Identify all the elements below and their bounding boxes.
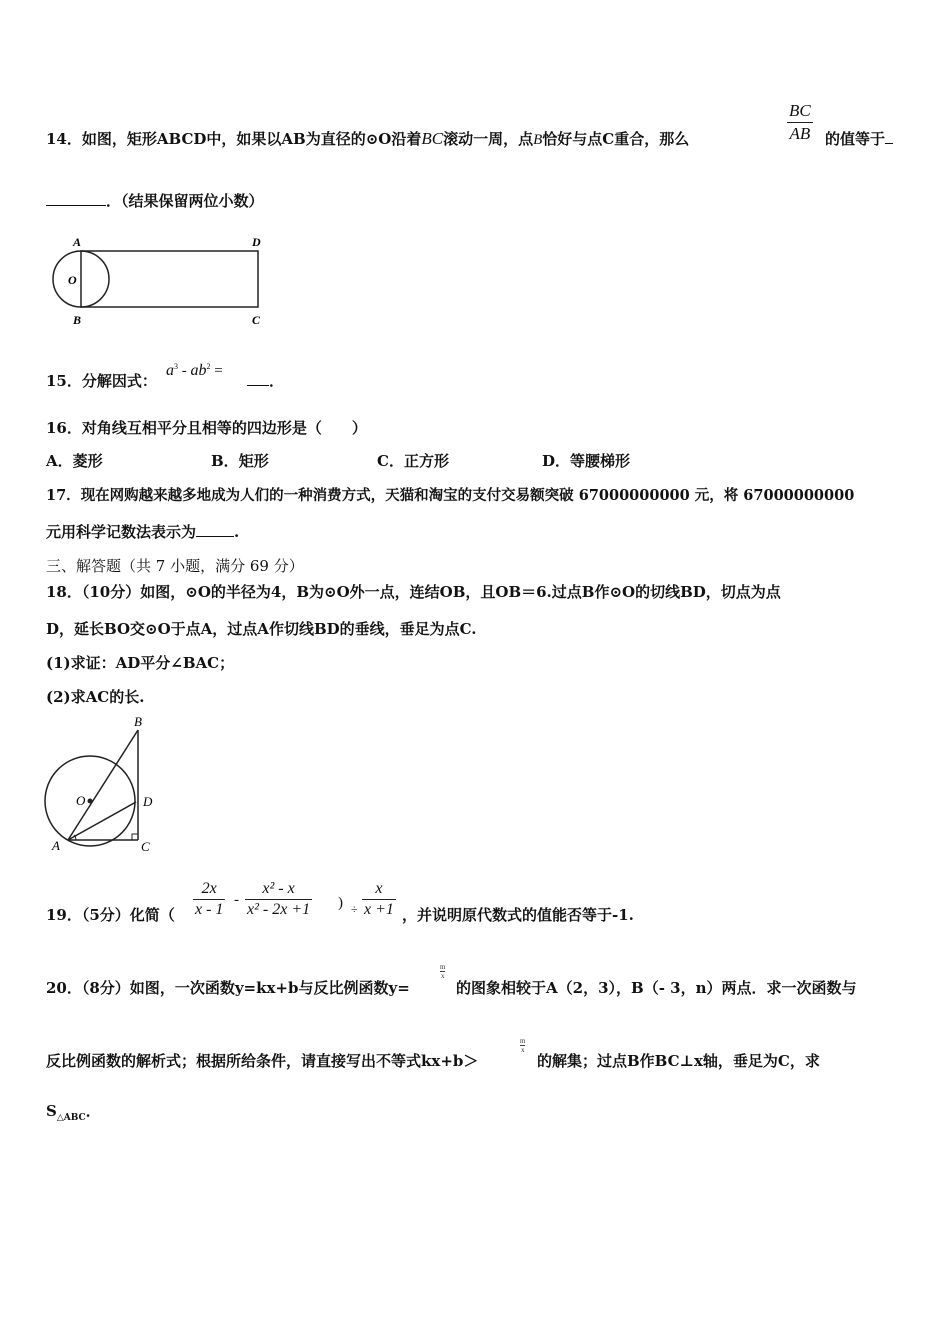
q20-s-main: S bbox=[46, 1102, 57, 1120]
q20-s-tail: ． bbox=[85, 1102, 101, 1120]
q16-option-a bbox=[46, 450, 103, 471]
q16-option-d-key: D． bbox=[542, 452, 571, 470]
q16-text: 对角线互相平分且相等的四边形是（ ） bbox=[81, 419, 367, 437]
q19-f2-bar bbox=[245, 899, 312, 900]
q15-math-ab: ab bbox=[190, 362, 207, 379]
q18-label-a: A bbox=[52, 838, 60, 853]
q15-exp3: 3 bbox=[174, 362, 178, 371]
q14-text-d: 的值等于 bbox=[825, 130, 886, 148]
q14-label-d: D bbox=[252, 235, 261, 249]
q14-math-bc: BC bbox=[421, 129, 444, 148]
q14-frac-numerator: BC bbox=[789, 101, 811, 120]
q20-f2-den: x bbox=[520, 1046, 525, 1054]
q16-option-c-key: C． bbox=[377, 452, 404, 470]
q16-option-b-key: B． bbox=[211, 452, 239, 470]
q16-option-a-label: 菱形 bbox=[72, 452, 103, 470]
q14-fraction bbox=[787, 101, 813, 144]
q14-text-b: 滚动一周，点 bbox=[443, 130, 534, 148]
q20-s-sub: △ABC bbox=[56, 1113, 86, 1123]
q14-rectangle bbox=[81, 251, 258, 307]
q18-center-dot bbox=[88, 799, 93, 804]
q20-line3 bbox=[46, 1100, 101, 1123]
q18-right-angle bbox=[132, 834, 138, 840]
q18-part1 bbox=[46, 652, 234, 673]
q14-number: 14． bbox=[46, 130, 82, 148]
q15-exp2: 2 bbox=[206, 362, 211, 371]
q15-math-a: a bbox=[166, 362, 174, 379]
q19-f2-numerator: x² - x bbox=[262, 880, 295, 897]
q19-f2-denominator: x² - 2x +1 bbox=[247, 901, 311, 918]
q19-minus: - bbox=[234, 892, 239, 908]
q14-line2 bbox=[46, 190, 264, 211]
q14-frac-denominator: AB bbox=[789, 124, 811, 143]
q19-text-a: （5分）化简（ bbox=[81, 906, 175, 924]
q17-text-a: 现在网购越来越多地成为人们的一种消费方式，天猫和淘宝的支付交易额突破 67000000000 元，将 67000000000 bbox=[80, 487, 855, 504]
q19-f1-numerator: 2x bbox=[201, 880, 217, 897]
q18-part1-text: (1)求证：AD平分∠BAC； bbox=[46, 654, 235, 672]
q16-option-d bbox=[542, 450, 630, 471]
q20-fraction-1 bbox=[440, 963, 445, 980]
q14-frac-bar bbox=[787, 122, 813, 123]
q20-text-a: （8分）如图，一次函数y=kx+b与反比例函数y= bbox=[81, 979, 410, 997]
q17-line1 bbox=[46, 484, 854, 505]
q20-text-c: 反比例函数的解析式；根据所给条件，请直接写出不等式kx+b＞ bbox=[46, 1052, 479, 1070]
q15-line bbox=[46, 370, 157, 391]
q14-text-d-wrap bbox=[825, 128, 893, 149]
q19-tail-line bbox=[402, 904, 634, 925]
q19-f3-bar bbox=[362, 899, 396, 900]
q15-answer-blank bbox=[247, 385, 269, 386]
q14-figure bbox=[46, 232, 286, 332]
q15-expression bbox=[166, 361, 223, 380]
q17-tail: . bbox=[234, 523, 240, 541]
q19-text-b: ，并说明原代数式的值能否等于-1. bbox=[402, 906, 634, 924]
q18-label-b: B bbox=[134, 714, 142, 729]
q18-line1 bbox=[46, 581, 781, 602]
q20-line1-tail bbox=[456, 977, 856, 998]
q19-fraction-1 bbox=[193, 880, 225, 919]
q18-line-ab bbox=[68, 730, 138, 840]
q16-option-d-label: 等腰梯形 bbox=[570, 452, 631, 470]
q20-fraction-2 bbox=[520, 1037, 525, 1054]
section3-title bbox=[46, 555, 304, 576]
q14-label-a: A bbox=[73, 235, 82, 249]
q20-text-d: 的解集；过点B作BC⊥x轴，垂足为C，求 bbox=[537, 1052, 820, 1070]
q15-text: 分解因式： bbox=[81, 372, 157, 390]
q20-line2-tail bbox=[537, 1050, 820, 1071]
q18-part2-text: (2)求AC的长. bbox=[46, 688, 145, 706]
q15-eq: = bbox=[210, 363, 223, 379]
q17-number: 17． bbox=[46, 487, 81, 504]
q15-tail: ． bbox=[269, 372, 285, 390]
q14-label-c: C bbox=[252, 313, 261, 327]
q16-number: 16． bbox=[46, 419, 82, 437]
q18-figure bbox=[40, 714, 170, 854]
q15-number: 15． bbox=[46, 372, 82, 390]
q20-f1-num: m bbox=[440, 963, 446, 971]
q16-option-b bbox=[211, 450, 269, 471]
q19-close-paren: ) bbox=[338, 895, 343, 911]
q19-divide: ÷ bbox=[351, 902, 358, 916]
q14-line1 bbox=[46, 128, 689, 149]
q20-line1 bbox=[46, 977, 410, 998]
q19-f1-denominator: x - 1 bbox=[195, 901, 224, 918]
q20-number: 20． bbox=[46, 979, 82, 997]
q16-option-b-label: 矩形 bbox=[238, 452, 269, 470]
section3-title-text: 三、解答题（共 7 小题，满分 69 分） bbox=[46, 557, 304, 575]
q14-answer-blank bbox=[46, 205, 106, 206]
q18-text-b: D，延长BO交⊙O于点A，过点A作切线BD的垂线，垂足为点C. bbox=[46, 620, 477, 638]
q20-f2-num: m bbox=[520, 1037, 526, 1045]
q14-text-c: 恰好与点C重合，那么 bbox=[542, 130, 690, 148]
q19-line bbox=[46, 904, 175, 925]
q16-option-c bbox=[377, 450, 449, 471]
q14-label-b: B bbox=[73, 313, 82, 327]
q20-f1-den: x bbox=[440, 972, 445, 980]
q15-answer bbox=[247, 370, 284, 391]
q14-label-o: O bbox=[68, 273, 77, 287]
q18-label-d: D bbox=[143, 794, 153, 809]
q18-number: 18． bbox=[46, 583, 82, 601]
q19-fraction-3 bbox=[362, 880, 396, 919]
q15-minus: - bbox=[178, 363, 191, 379]
q14-text-a: 如图，矩形ABCD中，如果以AB为直径的⊙O沿着 bbox=[81, 130, 422, 148]
q20-text-b: 的图象相较于A（2，3），B（- 3，n）两点．求一次函数与 bbox=[456, 979, 857, 997]
q14-blank-start bbox=[885, 143, 893, 144]
q17-line2 bbox=[46, 521, 239, 542]
q17-text-b: 元用科学记数法表示为 bbox=[46, 523, 197, 541]
q16-line bbox=[46, 417, 367, 438]
q19-f1-bar bbox=[193, 899, 225, 900]
q19-f3-numerator: x bbox=[375, 880, 383, 897]
q19-number: 19． bbox=[46, 906, 82, 924]
q16-option-c-label: 正方形 bbox=[403, 452, 449, 470]
q18-line2 bbox=[46, 618, 477, 639]
q14-math-b: B bbox=[533, 132, 543, 148]
q19-f3-denominator: x +1 bbox=[364, 901, 394, 918]
q17-answer-blank bbox=[196, 536, 234, 537]
q18-label-o: O bbox=[76, 793, 86, 808]
q14-tail: ．（结果保留两位小数） bbox=[106, 192, 264, 210]
q20-line2 bbox=[46, 1050, 478, 1071]
q19-fraction-2 bbox=[245, 880, 312, 919]
q16-option-a-key: A． bbox=[46, 452, 73, 470]
q18-label-c: C bbox=[141, 839, 150, 854]
q18-part2 bbox=[46, 686, 144, 707]
q18-text-a: （10分）如图，⊙O的半径为4，B为⊙O外一点，连结OB，且OB＝6.过点B作⊙O的切线BD，切点为点 bbox=[81, 583, 781, 601]
